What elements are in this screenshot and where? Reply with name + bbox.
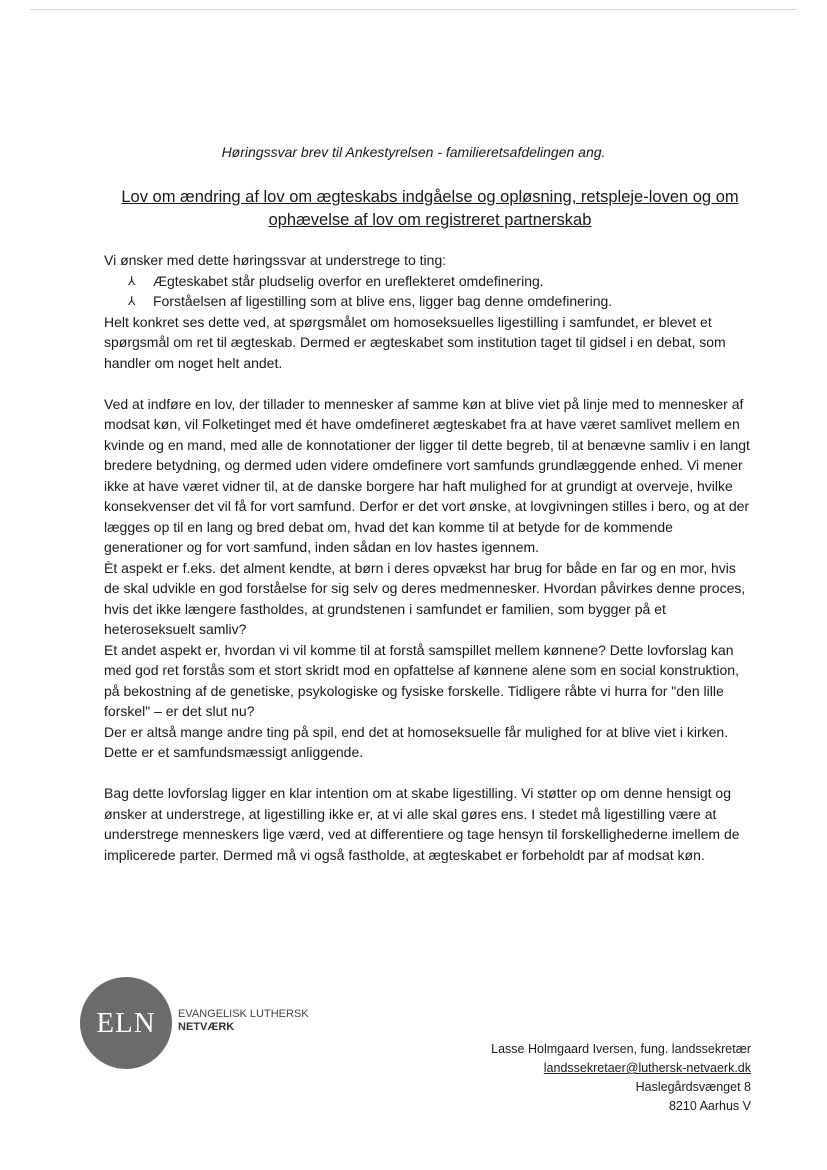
logo-line-1: EVANGELISK LUTHERSK (178, 1008, 309, 1020)
paragraph-3: Èt aspekt er f.eks. det alment kendte, at børn i deres opvækst har brug for både en far og en mor, hvis de skal udvikle en god forståelse for sig selv og deres medmennesker. Hvordan påvirkes denne proces, hvis det ikke længere fastholdes, at grundstenen i samfundet er familien, som bygger på et heteroseksuelt samliv? (104, 559, 746, 637)
signature-email-link[interactable]: landssekretaer@luthersk-netvaerk.dk (543, 1061, 751, 1075)
document-subject: Høringssvar brev til Ankestyrelsen - familieretsafdelingen ang. (221, 144, 606, 160)
paragraph-6: Bag dette lovforslag ligger en klar intention om at skabe ligestilling. Vi støtter op om denne hensigt og ønsker at understrege, at ligestilling ikke er, at vi alle skal gøres ens. I stedet må ligestilling være at understrege menneskers lige værd, ved at differentiere og tage hensyn til forskellighederne imellem de implicerede parter. Dermed må vi også fastholde, at ægteskabet er forbeholdt par af modsat køn. (104, 785, 740, 863)
triangle-bullet-icon: ⅄ (128, 294, 136, 308)
signature-name: Lasse Holmgaard Iversen, fung. landssekretær (491, 1042, 751, 1056)
paragraph-2: Ved at indføre en lov, der tillader to mennesker af samme køn at blive viet på linje med to mennesker af modsat køn, vil Folketinget med ét have omdefineret ægteskabet fra at have været samlivet mellem en kvinde og en mand, med alle de konnotationer der ligger til dette begreb, til at benævne samliv i en langt bredere betydning, og dermed uden videre omdefinere vort samfunds grundlæggende enhed. Vi mener ikke at have været vidner til, at de danske borgere har haft mulighed for at grundigt at overveje, hvilke konsekvenser det vil få for vort samfund. Derfor er det vort ønske, at lovgivningen stilles i bero, og at der lægges op til en lang og bred debat om, hvad det kan komme til at betyde for de kommende generationer og for vort samfund, inden sådan en lov hastes igennem. (104, 395, 750, 555)
triangle-bullet-icon: ⅄ (128, 273, 136, 288)
paragraph-1: Helt konkret ses dette ved, at spørgsmålet om homoseksuelles ligestilling i samfundet, er blevet et spørgsmål om ret til ægteskab. Dermed er ægteskabet som institution taget til gidsel i en debat, som handler om noget helt andet. (104, 313, 726, 371)
logo-text (178, 1008, 309, 1034)
bullet-text: Forståelsen af ligestilling som at blive ens, ligger bag denne omdefinering. (153, 293, 613, 309)
bullet-list (104, 271, 754, 312)
list-item (128, 291, 754, 312)
signature-street: Haslegårdsvænget 8 (635, 1080, 751, 1094)
document-body (104, 250, 754, 865)
signature-city: 8210 Aarhus V (668, 1099, 751, 1113)
logo-circle (80, 977, 172, 1069)
paragraph-5: Der er altså mange andre ting på spil, end det at homoseksuelle får mulighed for at blive viet i kirken. Dette er et samfundsmæssigt anliggende. (104, 723, 729, 760)
page-top-line (30, 9, 797, 10)
logo-line-2: NETVÆRK (178, 1021, 235, 1033)
bullet-text: Ægteskabet står pludselig overfor en ureflekteret omdefinering. (153, 272, 544, 289)
logo-mark: ELN (96, 1006, 156, 1039)
paragraph-4: Et andet aspekt er, hvordan vi vil komme til at forstå samspillet mellem kønnene? Dette lovforslag kan med god ret forstås som et stort skridt mod en opfattelse af kønnene alene som en social konstruktion, på bekostning af de genetiske, psykologiske og fysiske forskelle. Tidligere råbte vi hurra for "den lille forskel" – er det slut nu? (104, 641, 739, 719)
intro-paragraph: Vi ønsker med dette høringssvar at understrege to ting: (104, 252, 447, 268)
signature-block (491, 1040, 751, 1116)
list-item (128, 271, 754, 292)
document-title: Lov om ændring af lov om ægteskabs indgåelse og opløsning, retspleje-loven og om ophævelse af lov om registreret partnerskab (121, 188, 739, 229)
eln-logo (80, 977, 309, 1069)
